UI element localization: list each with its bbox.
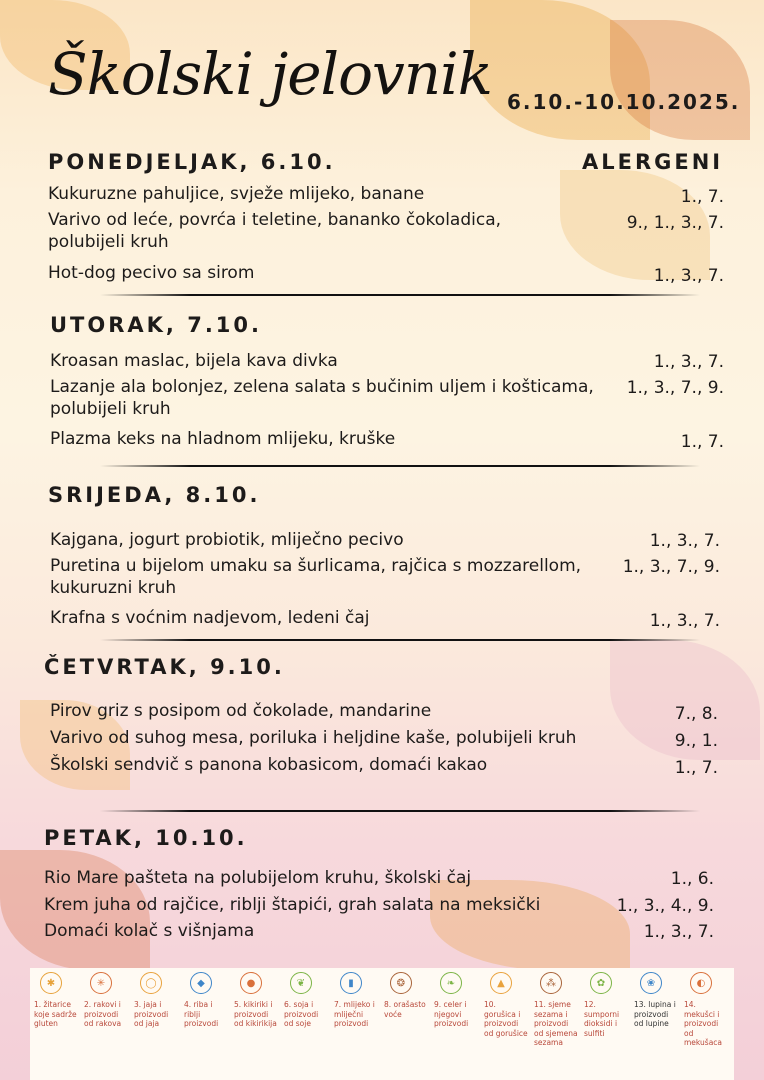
legend-label: 8. orašasto voće (384, 1000, 426, 1019)
legend-item (80, 968, 130, 1080)
crab-icon: ✳ (90, 972, 112, 994)
legend-label: 4. riba i riblji proizvodi (184, 1000, 219, 1028)
mollusc-icon: ◐ (690, 972, 712, 994)
section-divider (100, 294, 700, 296)
egg-icon: ◯ (140, 972, 162, 994)
day-heading: ČETVRTAK, 9.10. (44, 655, 285, 679)
meal-item: Krem juha od rajčice, riblji štapići, grah salata na meksički (44, 895, 541, 915)
milk-icon: ▮ (340, 972, 362, 994)
meal-item: Hot-dog pecivo sa sirom (48, 263, 255, 283)
meal-allergens: 1., 3., 7. (653, 352, 724, 372)
week-dates: 6.10.-10.10.2025. (507, 90, 741, 114)
legend-item (180, 968, 230, 1080)
sesame-icon: ⁂ (540, 972, 562, 994)
meal-allergens: 1., 3., 7. (643, 922, 714, 942)
day-heading: PONEDJELJAK, 6.10. (48, 150, 336, 174)
allergens-heading: ALERGENI (582, 150, 724, 174)
fish-icon: ◆ (190, 972, 212, 994)
lupin-icon: ❀ (640, 972, 662, 994)
legend-item (580, 968, 630, 1080)
legend-item (280, 968, 330, 1080)
meal-item: Puretina u bijelom umaku sa šurlicama, rajčica s mozzarellom, kukuruzni kruh (50, 556, 582, 598)
meal-allergens: 1., 3., 7., 9. (622, 557, 720, 577)
legend-item (480, 968, 530, 1080)
meal-item: Rio Mare pašteta na polubijelom kruhu, školski čaj (44, 868, 472, 888)
legend-item (130, 968, 180, 1080)
meal-item: Kroasan maslac, bijela kava divka (50, 351, 338, 371)
legend-label: 2. rakovi i proizvodi od rakova (84, 1000, 122, 1028)
meal-allergens: 1., 7. (680, 432, 724, 452)
meal-allergens: 1., 3., 7. (653, 266, 724, 286)
allergen-legend (30, 968, 734, 1080)
meal-item: Lazanje ala bolonjez, zelena salata s bučinim uljem i košticama, polubijeli kruh (50, 377, 594, 419)
legend-label: 14. mekušci i proizvodi od mekušaca (684, 1000, 723, 1047)
meal-item: Varivo od leće, povrća i teletine, bananko čokoladica, polubijeli kruh (48, 210, 502, 252)
mustard-icon: ▲ (490, 972, 512, 994)
section-divider (100, 639, 700, 641)
legend-label: 3. jaja i proizvodi od jaja (134, 1000, 169, 1028)
legend-item (630, 968, 680, 1080)
legend-label: 1. žitarice koje sadrže gluten (34, 1000, 77, 1028)
meal-allergens: 9., 1. (674, 731, 718, 751)
section-divider (100, 810, 700, 812)
soy-icon: ❦ (290, 972, 312, 994)
day-heading: PETAK, 10.10. (44, 826, 248, 850)
meal-allergens: 7., 8. (674, 704, 718, 724)
meal-allergens: 1., 3., 4., 9. (616, 896, 714, 916)
page-title: Školski jelovnik (48, 40, 492, 108)
meal-allergens: 1., 3., 7., 9. (626, 378, 724, 398)
nut-icon: ❂ (390, 972, 412, 994)
legend-label: 6. soja i proizvodi od soje (284, 1000, 319, 1028)
celery-icon: ❧ (440, 972, 462, 994)
meal-allergens: 1., 7. (674, 758, 718, 778)
legend-label: 12. sumporni dioksidi i sulfiti (584, 1000, 620, 1038)
legend-item (430, 968, 480, 1080)
legend-label: 10. gorušica i proizvodi od gorušice (484, 1000, 528, 1038)
meal-item: Školski sendvič s panona kobasicom, domaći kakao (50, 755, 488, 775)
legend-label: 5. kikiriki i proizvodi od kikirikija (234, 1000, 277, 1028)
meal-item: Varivo od suhog mesa, poriluka i heljdine kaše, polubijeli kruh (50, 728, 577, 748)
day-heading: UTORAK, 7.10. (50, 313, 263, 337)
meal-allergens: 1., 6. (670, 869, 714, 889)
legend-item (380, 968, 430, 1080)
meal-allergens: 1., 3., 7. (649, 531, 720, 551)
legend-item (680, 968, 730, 1080)
wheat-icon: ✱ (40, 972, 62, 994)
meal-item: Plazma keks na hladnom mlijeku, kruške (50, 429, 396, 449)
meal-allergens: 1., 7. (680, 187, 724, 207)
legend-label: 9. celer i njegovi proizvodi (434, 1000, 469, 1028)
legend-label: 11. sjeme sezama i proizvodi od sjemena sezama (534, 1000, 578, 1047)
sulfite-icon: ✿ (590, 972, 612, 994)
legend-item (330, 968, 380, 1080)
meal-allergens: 1., 3., 7. (649, 611, 720, 631)
legend-label: 7. mlijeko i mliječni proizvodi (334, 1000, 375, 1028)
meal-item: Krafna s voćnim nadjevom, ledeni čaj (50, 608, 370, 628)
legend-item (230, 968, 280, 1080)
meal-item: Domaći kolač s višnjama (44, 921, 255, 941)
legend-item (30, 968, 80, 1080)
peanut-icon: ● (240, 972, 262, 994)
meal-item: Kukuruzne pahuljice, svježe mlijeko, banane (48, 184, 425, 204)
legend-item (530, 968, 580, 1080)
meal-allergens: 9., 1., 3., 7. (626, 213, 724, 233)
day-heading: SRIJEDA, 8.10. (48, 483, 261, 507)
legend-label: 13. lupina i proizvodi od lupine (634, 1000, 676, 1028)
section-divider (100, 465, 700, 467)
meal-item: Pirov griz s posipom od čokolade, mandarine (50, 701, 432, 721)
meal-item: Kajgana, jogurt probiotik, mliječno pecivo (50, 530, 404, 550)
